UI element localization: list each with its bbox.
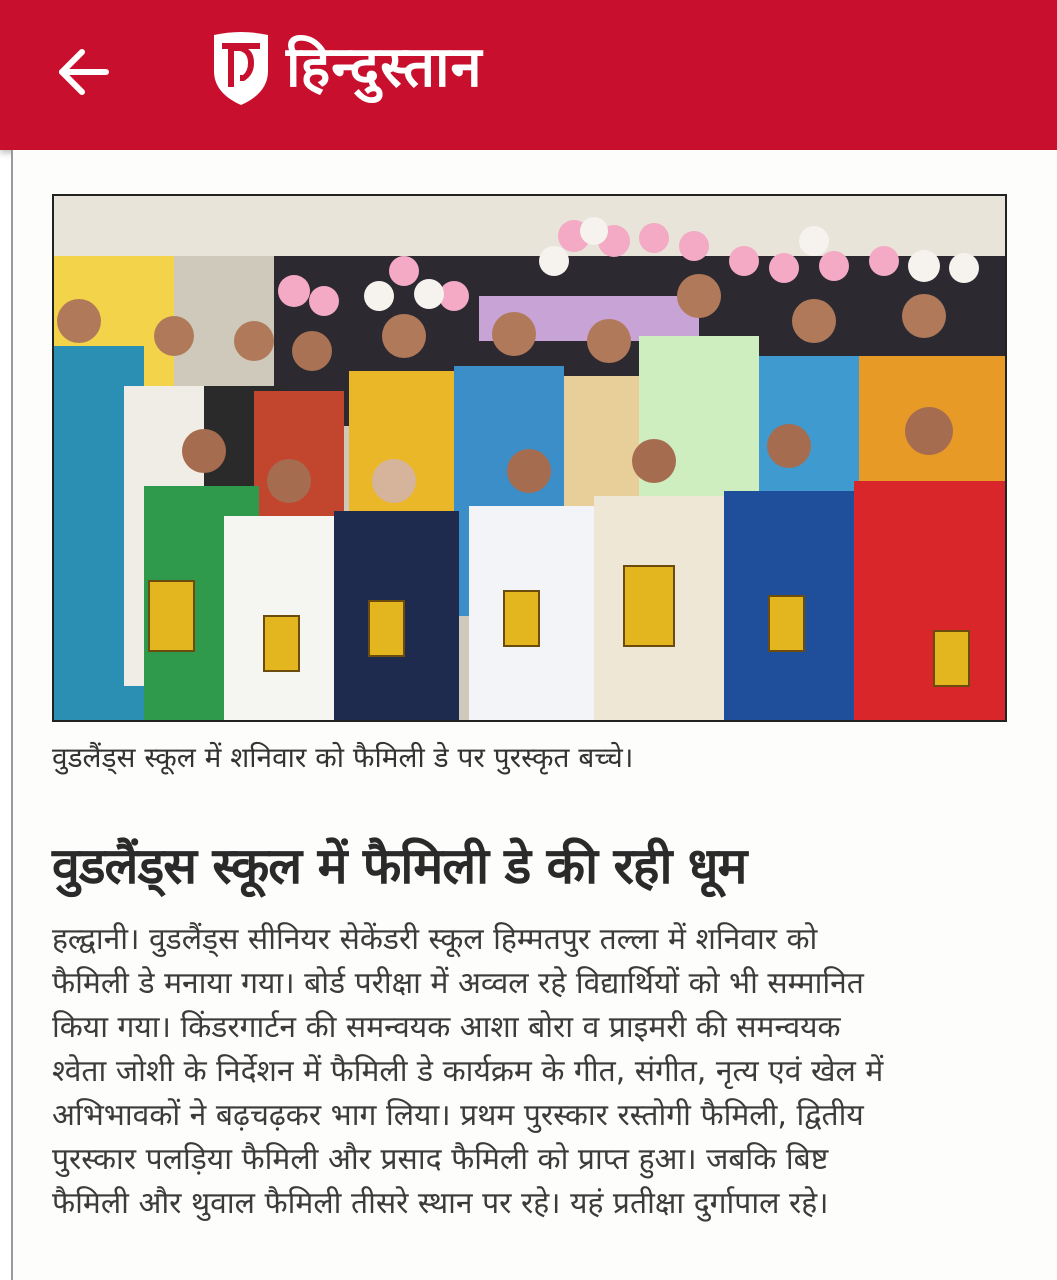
- brand-logo[interactable]: [210, 28, 483, 108]
- body-line: फैमिली डे मनाया गया। बोर्ड परीक्षा में अव्वल रहे विद्यार्थियों को भी सम्मानित: [52, 966, 864, 1001]
- back-button[interactable]: [44, 32, 124, 112]
- body-line: फैमिली और थुवाल फैमिली तीसरे स्थान पर रहे। यहं प्रतीक्षा दुर्गापाल रहे।: [52, 1186, 829, 1221]
- group-photo-image[interactable]: [52, 194, 1007, 722]
- body-line: किया गया। किंडरगार्टन की समन्वयक आशा बोरा व प्राइमरी की समन्वयक: [52, 1010, 841, 1045]
- body-line: अभिभावकों ने बढ़चढ़कर भाग लिया। प्रथम पुरस्कार रस्तोगी फैमिली, द्वितीय: [52, 1098, 864, 1133]
- body-line: श्वेता जोशी के निर्देशन में फैमिली डे कार्यक्रम के गीत, संगीत, नृत्य एवं खेल में: [52, 1054, 884, 1089]
- app-bar: [0, 0, 1057, 150]
- article-body: [52, 918, 1012, 1226]
- arrow-left-icon: [44, 32, 124, 112]
- photo-caption: वुडलैंड्स स्कूल में शनिवार को फैमिली डे पर पुरस्कृत बच्चे।: [52, 741, 634, 774]
- brand-name: हिन्दुस्तान: [286, 35, 483, 100]
- body-line: पुरस्कार पलड़िया फैमिली और प्रसाद फैमिली को प्राप्त हुआ। जबकि बिष्ट: [52, 1142, 829, 1177]
- article-headline: वुडलैंड्स स्कूल में फैमिली डे की रही धूम: [52, 837, 747, 895]
- hindustan-shield-logo-icon: [210, 29, 272, 107]
- body-line: हल्द्वानी। वुडलैंड्स सीनियर सेकेंडरी स्कूल हिम्मतपुर तल्ला में शनिवार को: [52, 922, 818, 957]
